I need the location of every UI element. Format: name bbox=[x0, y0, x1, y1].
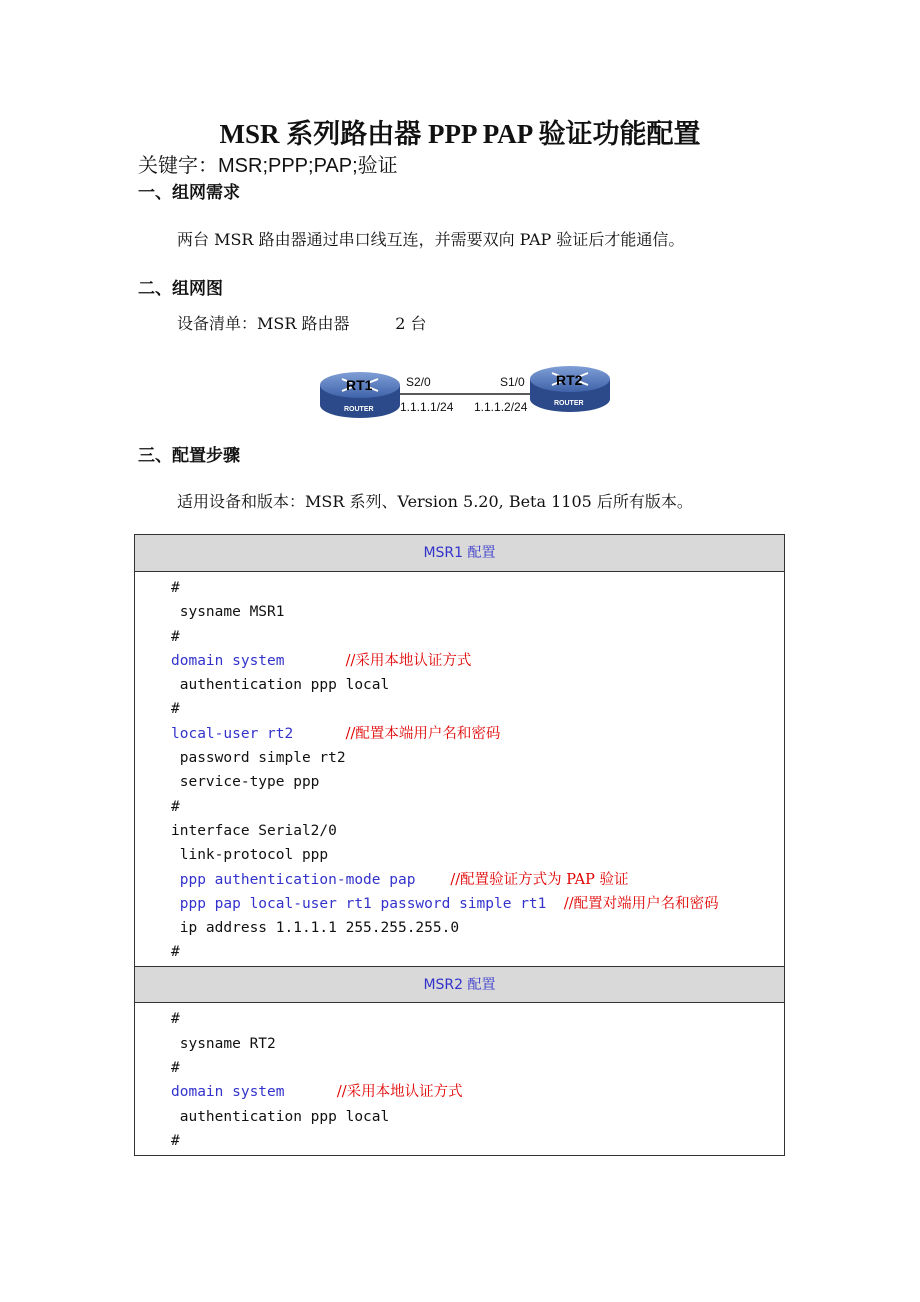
config-line bbox=[171, 916, 780, 940]
section-heading-diagram: 二、组网图 bbox=[138, 279, 223, 299]
device-list-text: 设备清单：MSR 路由器 2 台 bbox=[177, 314, 427, 333]
config-code: service-type ppp bbox=[171, 774, 320, 791]
config-line bbox=[171, 576, 780, 600]
config-code: ppp authentication-mode pap bbox=[171, 871, 451, 888]
config-code: link-protocol ppp bbox=[171, 847, 329, 864]
config-code: # bbox=[171, 1132, 180, 1149]
msr2-config-body bbox=[135, 1003, 784, 1155]
config-comment: //配置本端用户名和密码 bbox=[345, 725, 501, 742]
section-heading-steps: 三、配置步骤 bbox=[138, 446, 240, 466]
msr2-config-header: MSR2 配置 bbox=[135, 966, 784, 1003]
config-line bbox=[171, 892, 780, 916]
document-title: MSR 系列路由器 PPP PAP 验证功能配置 bbox=[219, 119, 701, 149]
config-line bbox=[171, 819, 780, 843]
requirements-text: 两台 MSR 路由器通过串口线互连，并需要双向 PAP 验证后才能通信。 bbox=[177, 230, 685, 249]
config-line bbox=[171, 1007, 780, 1031]
keywords-line: 关键字：MSR;PPP;PAP;验证 bbox=[138, 155, 398, 177]
config-line bbox=[171, 940, 780, 964]
config-line bbox=[171, 843, 780, 867]
config-line bbox=[171, 795, 780, 819]
config-code: ip address 1.1.1.1 255.255.255.0 bbox=[171, 919, 460, 936]
config-code: # bbox=[171, 580, 180, 596]
network-diagram bbox=[316, 355, 616, 425]
rt2-port-label: S1/0 bbox=[500, 375, 525, 389]
config-line bbox=[171, 673, 780, 697]
rt2-router-caption: ROUTER bbox=[554, 400, 584, 407]
config-code: authentication ppp local bbox=[171, 677, 390, 694]
config-line bbox=[171, 697, 780, 721]
config-line bbox=[171, 649, 780, 673]
config-comment: //配置对端用户名和密码 bbox=[563, 895, 719, 912]
config-line bbox=[171, 600, 780, 624]
config-comment: //采用本地认证方式 bbox=[336, 1084, 463, 1101]
rt1-ip-label: 1.1.1.1/24 bbox=[400, 400, 454, 414]
section-heading-requirements: 一、组网需求 bbox=[138, 183, 240, 203]
config-code: # bbox=[171, 798, 180, 815]
applicable-version-text: 适用设备和版本：MSR 系列、Version 5.20, Beta 1105 后所有版本。 bbox=[177, 492, 693, 511]
config-line bbox=[171, 1105, 780, 1129]
config-code: # bbox=[171, 1011, 180, 1028]
config-line bbox=[171, 1056, 780, 1080]
config-table bbox=[134, 534, 785, 1156]
config-line bbox=[171, 868, 780, 892]
config-code: interface Serial2/0 bbox=[171, 822, 337, 839]
config-code: # bbox=[171, 701, 180, 718]
rt1-port-label: S2/0 bbox=[406, 375, 431, 389]
msr1-config-body bbox=[135, 572, 784, 966]
config-line bbox=[171, 746, 780, 770]
config-line bbox=[171, 770, 780, 794]
config-code: # bbox=[171, 1060, 180, 1077]
config-line bbox=[171, 1080, 780, 1104]
config-code: ppp pap local-user rt1 password simple rt1 bbox=[171, 895, 564, 912]
config-line bbox=[171, 625, 780, 649]
config-code: sysname MSR1 bbox=[171, 604, 285, 621]
msr1-config-header: MSR1 配置 bbox=[135, 535, 784, 572]
config-code: domain system bbox=[171, 1084, 337, 1101]
config-code: # bbox=[171, 944, 180, 961]
config-code: domain system bbox=[171, 652, 346, 669]
config-line bbox=[171, 1032, 780, 1056]
rt1-router-caption: ROUTER bbox=[344, 406, 374, 413]
config-comment: //配置验证方式为 PAP 验证 bbox=[450, 871, 629, 888]
config-line bbox=[171, 1129, 780, 1153]
config-code: authentication ppp local bbox=[171, 1108, 390, 1125]
config-code: sysname RT2 bbox=[171, 1035, 276, 1052]
config-code: # bbox=[171, 628, 180, 645]
rt2-label: RT2 bbox=[556, 372, 583, 388]
rt2-ip-label: 1.1.1.2/24 bbox=[474, 400, 528, 414]
config-code: password simple rt2 bbox=[171, 750, 346, 767]
config-comment: //采用本地认证方式 bbox=[345, 652, 472, 669]
rt1-label: RT1 bbox=[346, 377, 373, 393]
config-code: local-user rt2 bbox=[171, 725, 346, 742]
config-line bbox=[171, 722, 780, 746]
